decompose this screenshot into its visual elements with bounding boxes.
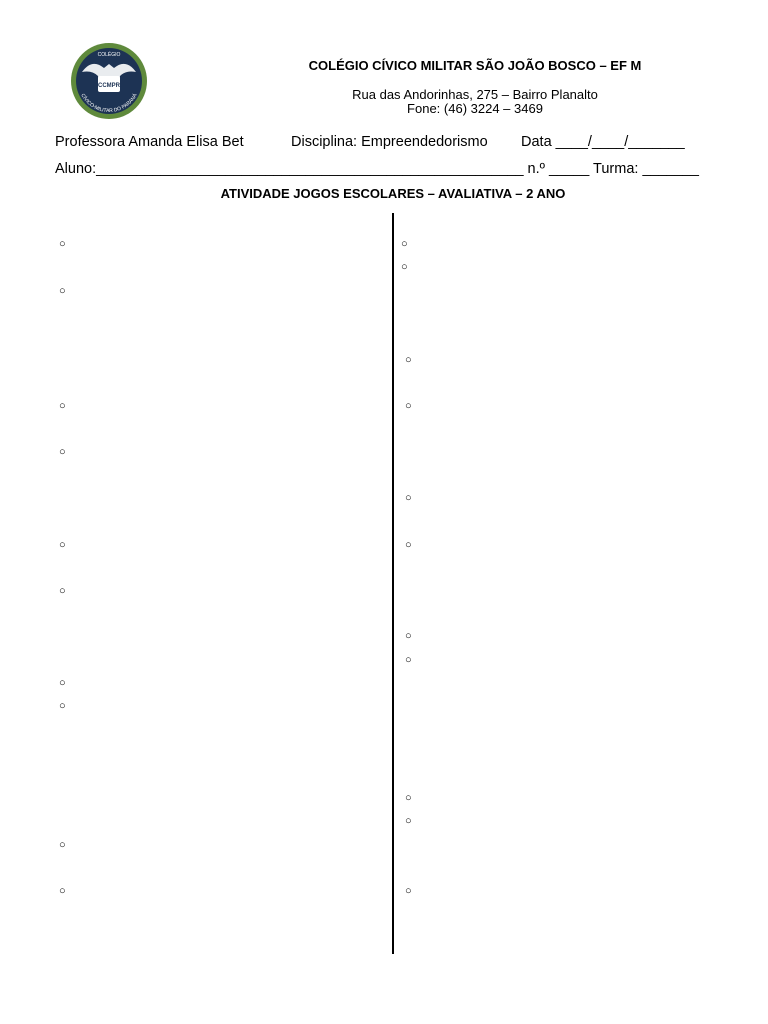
school-name: COLÉGIO CÍVICO MILITAR SÃO JOÃO BOSCO – EF M [308, 58, 642, 73]
school-logo [68, 42, 150, 120]
list-item-bullet: ○ [405, 792, 412, 804]
column-divider [392, 213, 394, 954]
date-field[interactable]: Data ____/____/_______ [521, 134, 685, 150]
list-item-bullet: ○ [59, 839, 66, 851]
activity-title: ATIVIDADE JOGOS ESCOLARES – AVALIATIVA – 2 ANO [220, 186, 566, 201]
list-item-bullet: ○ [59, 285, 66, 297]
discipline-label: Disciplina: Empreendedorismo [291, 134, 488, 150]
list-item-bullet: ○ [405, 815, 412, 827]
list-item-bullet: ○ [405, 492, 412, 504]
list-item-bullet: ○ [405, 354, 412, 366]
school-address: Rua das Andorinhas, 275 – Bairro Planalto [352, 87, 598, 102]
list-item-bullet: ○ [59, 539, 66, 551]
list-item-bullet: ○ [59, 700, 66, 712]
list-item-bullet: ○ [405, 654, 412, 666]
list-item-bullet: ○ [59, 400, 66, 412]
list-item-bullet: ○ [59, 238, 66, 250]
list-item-bullet: ○ [401, 261, 408, 273]
logo-ring-text: CÍVICO-MILITAR DO PARANÁ [79, 92, 139, 115]
list-item-bullet: ○ [59, 585, 66, 597]
logo-top-text: COLÉGIO [97, 52, 121, 58]
list-item-bullet: ○ [405, 630, 412, 642]
list-item-bullet: ○ [405, 539, 412, 551]
teacher-label: Professora Amanda Elisa Bet [55, 134, 244, 150]
list-item-bullet: ○ [401, 238, 408, 250]
list-item-bullet: ○ [405, 400, 412, 412]
list-item-bullet: ○ [405, 885, 412, 897]
logo-center-text: CCMPR [98, 83, 120, 89]
list-item-bullet: ○ [59, 885, 66, 897]
school-crest-icon [68, 42, 150, 120]
list-item-bullet: ○ [59, 677, 66, 689]
student-field[interactable]: Aluno:_____________________________________________________ n.º _____ Turma: _______ [55, 161, 699, 177]
school-phone: Fone: (46) 3224 – 3469 [407, 101, 543, 116]
list-item-bullet: ○ [59, 446, 66, 458]
